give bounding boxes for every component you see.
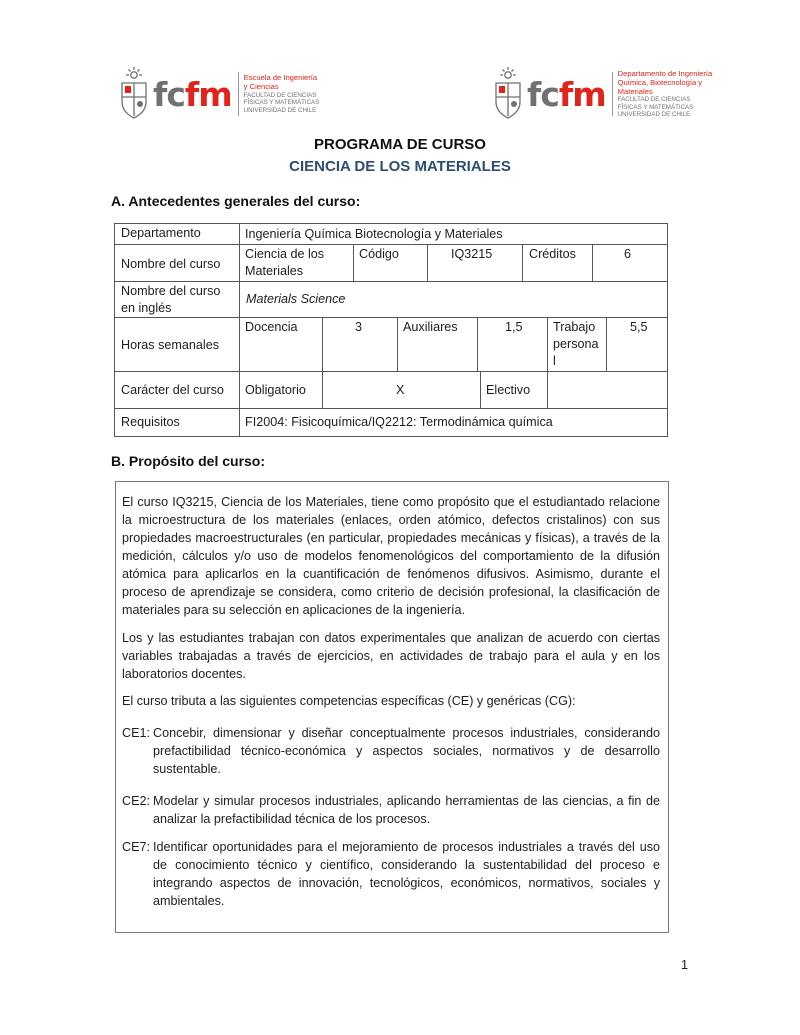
- section-b-heading: B. Propósito del curso:: [111, 453, 266, 469]
- ingles-label-line1: Nombre del curso: [121, 284, 221, 298]
- horas-label: Horas semanales: [121, 338, 219, 352]
- nombre-value-line1: Ciencia de los: [245, 247, 325, 261]
- table-border: [353, 244, 354, 281]
- table-border: [322, 371, 323, 408]
- creditos-value: 6: [624, 247, 632, 261]
- table-border: [114, 436, 668, 437]
- fcfm-wordmark: fcfm: [153, 74, 232, 114]
- codigo-value: IQ3215: [451, 247, 493, 261]
- nombre-label: Nombre del curso: [121, 257, 221, 271]
- auxiliares-label: Auxiliares: [403, 320, 458, 334]
- proposito-paragraph-1: El curso IQ3215, Ciencia de los Materiales, tiene como propósito que el estudiantado relacione la microestructura de los materiales (enlaces, orden atómico, defectos cristalinos) con sus propiedades macroestructurales (en particular, propiedades mecánicas y físicas), a través de la medición, cálculos y/o uso de modelos fenomenológicos del comportamiento de la difusión atómica para aplicarlos en la cuantificación de fenómenos difusivos. Asimismo, durante el proceso de aprendizaje se considera, como criterio de decisión profesional, la clasificación de materiales para su selección en aplicaciones de la ingeniería.: [122, 495, 660, 617]
- proposito-paragraph-2: Los y las estudiantes trabajan con datos experimentales que analizan de acuerdo con ciertas variables trabajadas a través de ejercicios, en actividades de trabajo para el aula y en los laboratorios docentes.: [122, 631, 660, 681]
- section-a-heading: A. Antecedentes generales del curso:: [111, 193, 361, 209]
- university-crest-icon: [492, 66, 524, 122]
- logo-caption: Departamento de Ingeniería Química, Biotecnología y Materiales FACULTAD DE CIENCIAS FÍSICAS Y MATEMÁTICAS UNIVERSIDAD DE CHILE: [617, 68, 713, 119]
- competencia-code: CE7:: [122, 840, 150, 854]
- table-border: [114, 223, 668, 224]
- page-title: PROGRAMA DE CURSO: [314, 136, 486, 153]
- competencia-text: Modelar y simular procesos industriales, aplicando herramientas de las ciencias, a fin de analizar la prefactibilidad técnica de los procesos.: [153, 794, 660, 826]
- table-border: [547, 317, 548, 408]
- departamento-label: Departamento: [121, 226, 201, 240]
- competencia-text: Concebir, dimensionar y diseñar conceptualmente procesos industriales, considerando prefactibilidad técnico-económica y aspectos sociales, normativos y de desarrollo sustentable.: [153, 726, 660, 776]
- requisitos-value: FI2004: Fisicoquímica/IQ2212: Termodinámica química: [245, 415, 553, 429]
- table-border: [667, 223, 668, 437]
- trabajo-label-line3: l: [553, 354, 556, 368]
- logo-divider: [238, 72, 239, 116]
- table-border: [522, 244, 523, 281]
- trabajo-value: 5,5: [630, 320, 648, 334]
- page-number: 1: [680, 958, 688, 972]
- competencia-code: CE2:: [122, 794, 150, 808]
- table-border: [239, 223, 240, 437]
- docencia-label: Docencia: [245, 320, 298, 334]
- table-border: [114, 223, 115, 437]
- obligatorio-label: Obligatorio: [245, 383, 306, 397]
- competencia-code: CE1:: [122, 726, 150, 740]
- caracter-label: Carácter del curso: [121, 383, 224, 397]
- table-border: [114, 244, 668, 245]
- fcfm-departamento-logo: [492, 66, 712, 122]
- electivo-label: Electivo: [486, 383, 531, 397]
- competencia-ce2: [122, 792, 660, 828]
- competencia-text: Identificar oportunidades para el mejoramiento de procesos industriales a través del uso de conocimiento técnico y científico, considerando la sustentabilidad del proceso e integrando aspectos de innovación, tecnológicos, económicos, normativos, sociales y ambientales.: [153, 840, 660, 908]
- creditos-label: Créditos: [529, 247, 576, 261]
- fcfm-wordmark: fcfm: [527, 74, 606, 114]
- fcfm-escuela-logo: [118, 66, 319, 122]
- university-crest-icon: [118, 66, 150, 122]
- table-border: [477, 317, 478, 371]
- codigo-label: Código: [359, 247, 399, 261]
- auxiliares-value: 1,5: [505, 320, 523, 334]
- table-border: [397, 317, 398, 371]
- course-title: CIENCIA DE LOS MATERIALES: [289, 158, 511, 175]
- nombre-value-line2: Materiales: [245, 264, 304, 278]
- requisitos-label: Requisitos: [121, 415, 180, 429]
- ingles-label-line2: en inglés: [121, 301, 172, 315]
- table-border: [592, 244, 593, 281]
- trabajo-label-line2: persona: [553, 337, 599, 351]
- table-border: [427, 244, 428, 281]
- logo-divider: [612, 72, 613, 116]
- table-border: [114, 317, 668, 318]
- obligatorio-mark: X: [396, 383, 405, 397]
- competencia-ce1: [122, 724, 660, 778]
- table-border: [114, 371, 668, 372]
- table-border: [114, 408, 668, 409]
- departamento-value: Ingeniería Química Biotecnología y Materiales: [245, 227, 503, 241]
- table-border: [606, 317, 607, 371]
- table-border: [322, 317, 323, 371]
- competencia-ce7: [122, 838, 660, 910]
- ingles-value: Materials Science: [246, 292, 346, 306]
- docencia-value: 3: [355, 320, 363, 334]
- table-border: [480, 371, 481, 408]
- trabajo-label-line1: Trabajo: [553, 320, 596, 334]
- proposito-paragraph-3: El curso tributa a las siguientes competencias específicas (CE) y genéricas (CG):: [122, 694, 576, 708]
- table-border: [114, 281, 668, 282]
- logo-caption: Escuela de Ingeniería y Ciencias FACULTAD DE CIENCIAS FÍSICAS Y MATEMÁTICAS UNIVERSIDAD DE CHILE: [243, 73, 320, 114]
